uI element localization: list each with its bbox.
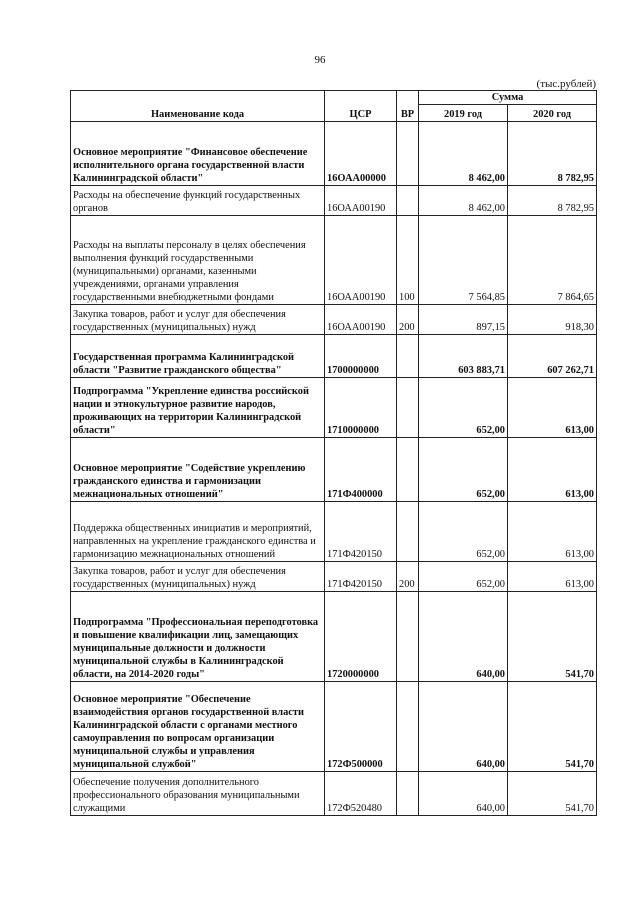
row-name: Подпрограмма "Укрепление единства российской нации и этнокультурное развитие народов, проживающих на территории Калининградской области" [71, 378, 325, 438]
row-vr [397, 186, 419, 216]
units-note: (тыс.рублей) [536, 78, 596, 90]
row-sum-2019: 640,00 [419, 772, 508, 816]
page-number: 96 [314, 54, 326, 66]
header-sum: Сумма [419, 91, 597, 105]
table-header [71, 91, 597, 122]
row-csr: 16ОАА00190 [325, 305, 397, 335]
row-vr [397, 122, 419, 186]
row-sum-2019: 652,00 [419, 502, 508, 562]
table-row [71, 592, 597, 682]
row-vr: 100 [397, 216, 419, 305]
row-sum-2020: 8 782,95 [508, 186, 597, 216]
row-name: Закупка товаров, работ и услуг для обеспечения государственных (муниципальных) нужд [71, 562, 325, 592]
row-csr: 171Ф400000 [325, 438, 397, 502]
table-row [71, 438, 597, 502]
row-csr: 1710000000 [325, 378, 397, 438]
row-sum-2020: 7 864,65 [508, 216, 597, 305]
row-vr [397, 592, 419, 682]
row-sum-2019: 8 462,00 [419, 122, 508, 186]
row-sum-2020: 613,00 [508, 378, 597, 438]
row-csr: 16ОАА00190 [325, 216, 397, 305]
header-2019: 2019 год [419, 105, 508, 122]
header-2020: 2020 год [508, 105, 597, 122]
table-row [71, 682, 597, 772]
table-row [71, 772, 597, 816]
table-row [71, 502, 597, 562]
table-row [71, 562, 597, 592]
row-csr: 1700000000 [325, 335, 397, 378]
row-vr [397, 378, 419, 438]
row-csr: 172Ф520480 [325, 772, 397, 816]
row-vr [397, 502, 419, 562]
table-row [71, 122, 597, 186]
row-sum-2019: 7 564,85 [419, 216, 508, 305]
row-csr: 171Ф420150 [325, 562, 397, 592]
row-sum-2020: 8 782,95 [508, 122, 597, 186]
row-sum-2020: 613,00 [508, 562, 597, 592]
row-csr: 16ОАА00000 [325, 122, 397, 186]
table-row [71, 378, 597, 438]
row-sum-2019: 640,00 [419, 592, 508, 682]
row-csr: 1720000000 [325, 592, 397, 682]
row-name: Основное мероприятие "Содействие укреплению гражданского единства и гармонизации межнациональных отношений" [71, 438, 325, 502]
row-csr: 16ОАА00190 [325, 186, 397, 216]
row-name: Расходы на выплаты персоналу в целях обеспечения выполнения функций государственными (муниципальными) органами, казенными учреждениями, органами управления государственными внебюджетными фондами [71, 216, 325, 305]
row-name: Поддержка общественных инициатив и мероприятий, направленных на укрепление гражданского единства и гармонизацию межнациональных отношений [71, 502, 325, 562]
row-csr: 171Ф420150 [325, 502, 397, 562]
row-sum-2019: 603 883,71 [419, 335, 508, 378]
row-name: Основное мероприятие "Обеспечение взаимодействия органов государственной власти Калининградской области с органами местного самоуправления по вопросам организации муниципальной службы и управления муниципальной службой" [71, 682, 325, 772]
header-name: Наименование кода [71, 91, 325, 122]
row-sum-2020: 607 262,71 [508, 335, 597, 378]
row-sum-2020: 918,30 [508, 305, 597, 335]
row-name: Закупка товаров, работ и услуг для обеспечения государственных (муниципальных) нужд [71, 305, 325, 335]
row-sum-2020: 541,70 [508, 772, 597, 816]
row-csr: 172Ф500000 [325, 682, 397, 772]
row-sum-2020: 541,70 [508, 592, 597, 682]
row-vr: 200 [397, 305, 419, 335]
row-sum-2019: 640,00 [419, 682, 508, 772]
row-vr: 200 [397, 562, 419, 592]
table-row [71, 305, 597, 335]
row-sum-2020: 613,00 [508, 438, 597, 502]
row-name: Расходы на обеспечение функций государственных органов [71, 186, 325, 216]
row-vr [397, 438, 419, 502]
row-name: Основное мероприятие "Финансовое обеспечение исполнительного органа государственной власти Калининградской области" [71, 122, 325, 186]
row-sum-2019: 652,00 [419, 378, 508, 438]
row-sum-2019: 652,00 [419, 438, 508, 502]
row-sum-2019: 652,00 [419, 562, 508, 592]
header-vr: ВР [397, 91, 419, 122]
row-name: Государственная программа Калининградской области "Развитие гражданского общества" [71, 335, 325, 378]
table-body [71, 122, 597, 816]
row-sum-2019: 897,15 [419, 305, 508, 335]
budget-table [70, 90, 597, 816]
row-vr [397, 682, 419, 772]
table-row [71, 216, 597, 305]
table-row [71, 186, 597, 216]
row-sum-2019: 8 462,00 [419, 186, 508, 216]
row-name: Подпрограмма "Профессиональная переподготовка и повышение квалификации лиц, замещающих муниципальные должности и должности муниципальной службы в Калининградской области, на 2014-2020 годы" [71, 592, 325, 682]
row-sum-2020: 613,00 [508, 502, 597, 562]
row-vr [397, 772, 419, 816]
header-csr: ЦСР [325, 91, 397, 122]
row-sum-2020: 541,70 [508, 682, 597, 772]
row-name: Обеспечение получения дополнительного профессионального образования муниципальными служащими [71, 772, 325, 816]
table-row [71, 335, 597, 378]
row-vr [397, 335, 419, 378]
